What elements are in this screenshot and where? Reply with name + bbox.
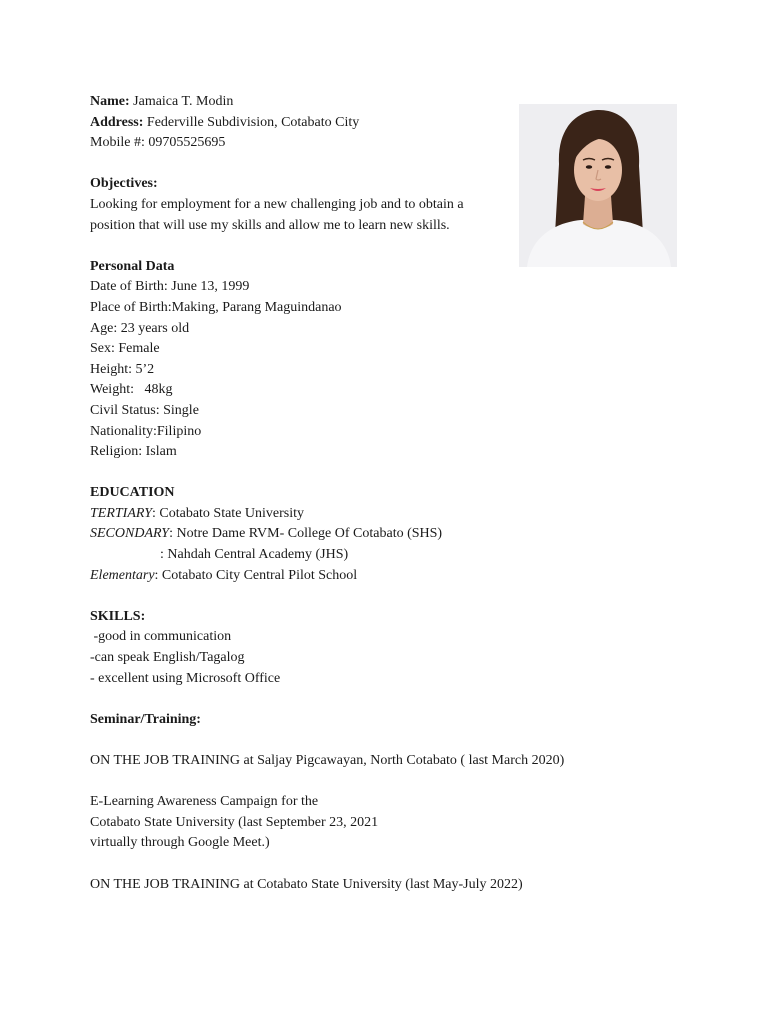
spacer xyxy=(90,854,690,875)
seminar-heading: Seminar/Training: xyxy=(90,711,201,727)
name-label: Name: xyxy=(90,94,130,109)
seminar-entry: ON THE JOB TRAINING at Cotabato State University (last May-July 2022) xyxy=(90,876,523,892)
address-label: Address: xyxy=(90,114,144,130)
secondary-label: SECONDARY xyxy=(90,526,170,542)
seminar-entry: ON THE JOB TRAINING at Saljay Pigcawayan, North Cotabato ( last March 2020) xyxy=(90,753,565,768)
objectives-line-1: Looking for employment for a new challenging job and to obtain a xyxy=(90,196,464,212)
skill-item: -can speak English/Tagalog xyxy=(90,650,245,666)
education-elementary xyxy=(90,566,690,587)
profile-photo xyxy=(519,104,677,267)
personal-data-item: Weight: 48kg xyxy=(90,382,173,398)
personal-data-item: Place of Birth:Making, Parang Maguindanao xyxy=(90,299,342,315)
tertiary-value: : Cotabato State University xyxy=(151,505,305,521)
tertiary-label: TERTIARY xyxy=(90,505,152,521)
personal-data-item: Date of Birth: June 13, 1999 xyxy=(90,279,250,295)
objectives-line-2: position that will use my skills and allow me to learn new skills. xyxy=(90,217,450,233)
secondary-value: : Notre Dame RVM- College Of Cotabato (SHS) xyxy=(169,526,443,542)
mobile-line: Mobile #: 09705525695 xyxy=(90,135,226,151)
address-value: Federville Subdivision, Cotabato City xyxy=(143,114,360,130)
skill-item: -good in communication xyxy=(90,629,232,645)
personal-data-item: Age: 23 years old xyxy=(90,320,190,336)
personal-data-heading: Personal Data xyxy=(90,258,175,274)
skills-heading: SKILLS: xyxy=(90,608,146,624)
skill-item: - excellent using Microsoft Office xyxy=(90,670,281,686)
spacer xyxy=(90,586,690,607)
seminar-entry: Cotabato State University (last September 23, 2021 xyxy=(90,814,379,830)
education-secondary xyxy=(90,524,690,545)
name-value: Jamaica T. Modin xyxy=(129,94,234,109)
personal-data-item: Height: 5’2 xyxy=(90,361,155,377)
elementary-label: Elementary xyxy=(90,567,155,583)
spacer xyxy=(90,463,690,484)
objectives-heading: Objectives: xyxy=(90,176,158,192)
personal-data-item: Religion: Islam xyxy=(90,444,177,460)
spacer xyxy=(90,730,690,751)
spacer xyxy=(90,772,690,793)
profile-photo-icon xyxy=(519,104,677,267)
education-secondary-2: : Nahdah Central Academy (JHS) xyxy=(90,547,349,563)
personal-data-item: Sex: Female xyxy=(90,341,160,357)
education-heading: EDUCATION xyxy=(90,485,175,501)
seminar-entry: E-Learning Awareness Campaign for the xyxy=(90,794,319,810)
personal-data-item: Civil Status: Single xyxy=(90,402,199,418)
personal-data-item: Nationality:Filipino xyxy=(90,423,202,439)
education-tertiary xyxy=(90,504,690,525)
spacer xyxy=(90,689,690,710)
elementary-value: : Cotabato City Central Pilot School xyxy=(154,567,358,583)
seminar-entry: virtually through Google Meet.) xyxy=(90,835,270,851)
